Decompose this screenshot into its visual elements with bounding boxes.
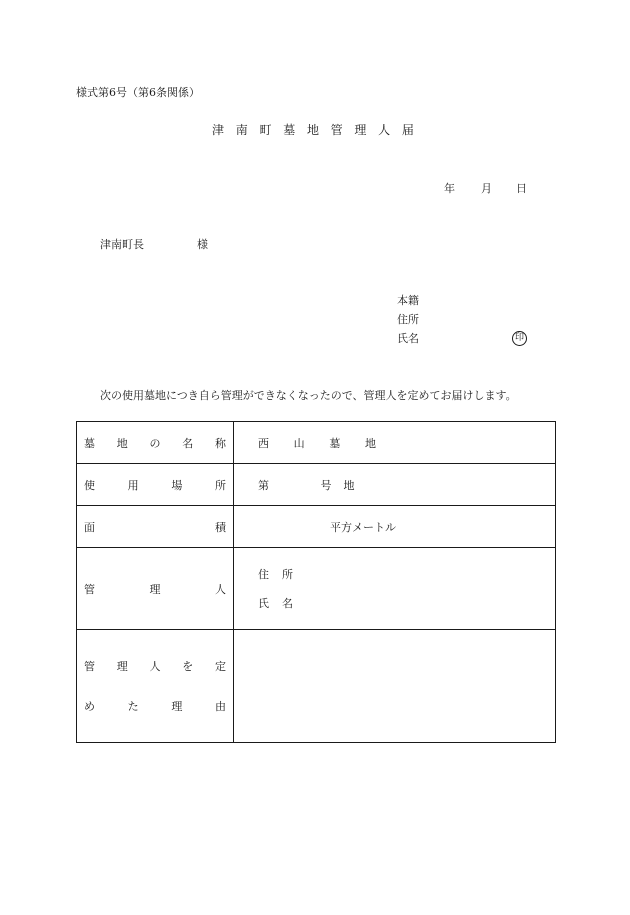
title-char: 地 — [306, 123, 319, 137]
cemetery-name-label — [84, 435, 226, 451]
title-char: 町 — [259, 123, 272, 137]
title-char: 届 — [401, 123, 414, 137]
label-cell — [77, 422, 234, 464]
label-char: 人 — [215, 582, 226, 596]
plot-suffix — [321, 477, 355, 493]
value-char: 西 — [258, 436, 269, 450]
label-char: 人 — [149, 660, 161, 673]
label-char: 所 — [214, 478, 226, 492]
label-char: 面 — [84, 520, 95, 534]
date-day-label: 日 — [516, 182, 527, 195]
table-row-area — [77, 506, 556, 548]
cemetery-name-value — [258, 435, 376, 451]
value-cell — [234, 422, 556, 464]
value-char: 墓 — [329, 436, 341, 450]
manager-name-label — [258, 595, 293, 611]
title-char: 理 — [354, 123, 367, 137]
label-char: 称 — [215, 436, 226, 450]
manager-address-label — [258, 566, 293, 582]
usage-place-label — [84, 477, 226, 493]
title-char: 管 — [330, 123, 343, 137]
table-row-manager — [77, 548, 556, 630]
label-cell — [77, 506, 234, 548]
label-char: 場 — [171, 478, 183, 492]
label-cell — [77, 464, 234, 506]
value-char: 地 — [364, 436, 376, 450]
title-char: 津 — [212, 123, 225, 137]
value-char: 名 — [282, 597, 293, 610]
title-char: 人 — [378, 123, 391, 137]
title-char: 墓 — [283, 123, 296, 137]
notification-table — [76, 421, 556, 743]
label-cell — [77, 548, 234, 630]
reason-label-line1 — [84, 658, 226, 674]
date-year-label: 年 — [444, 182, 455, 195]
label-char: 理 — [171, 700, 183, 713]
seal-mark — [512, 330, 527, 346]
addressee-name: 津南町長 — [100, 238, 144, 251]
reason-value-cell[interactable] — [234, 630, 556, 743]
label-char: 使 — [84, 478, 95, 492]
label-char: 用 — [127, 478, 139, 492]
date-month-label: 月 — [481, 182, 492, 195]
form-title — [212, 121, 414, 138]
area-unit: 平方メートル — [330, 520, 396, 534]
value-cell — [234, 506, 556, 548]
label-char: 積 — [215, 520, 226, 534]
label-char: 名 — [182, 436, 194, 450]
value-char: 山 — [293, 436, 305, 450]
honseki-label: 本籍 — [397, 294, 419, 307]
label-char: 定 — [215, 660, 226, 673]
manager-label — [84, 581, 226, 597]
value-cell — [234, 548, 556, 630]
label-char: 由 — [214, 700, 226, 713]
label-char: 管 — [84, 582, 95, 596]
addressee-honorific: 様 — [197, 238, 208, 251]
label-char: 地 — [116, 436, 128, 450]
value-char: 所 — [282, 568, 293, 581]
label-char: 理 — [116, 660, 128, 673]
applicant-address-label: 住所 — [397, 313, 419, 326]
value-char: 住 — [258, 568, 269, 581]
value-char: 氏 — [258, 597, 269, 610]
statement-text: 次の使用墓地につき自ら管理ができなくなったので、管理人を定めてお届けします。 — [100, 389, 517, 402]
table-row-cemetery-name — [77, 422, 556, 464]
value-char: 地 — [343, 478, 355, 492]
area-label — [84, 519, 226, 535]
reason-label-line2 — [84, 698, 226, 714]
plot-prefix: 第 — [258, 478, 269, 492]
seal-icon: 印 — [512, 331, 527, 346]
table-row-usage-place — [77, 464, 556, 506]
label-char: 墓 — [84, 436, 95, 450]
value-cell — [234, 464, 556, 506]
label-char: 管 — [84, 660, 95, 673]
value-char: 号 — [320, 478, 332, 492]
applicant-name-label: 氏名 — [397, 332, 419, 345]
label-char: の — [149, 436, 161, 450]
label-char: を — [182, 660, 194, 673]
form-number: 様式第6号（第6条関係） — [76, 86, 200, 99]
table-row-reason — [77, 630, 556, 743]
label-char: め — [84, 700, 95, 713]
label-char: 理 — [149, 582, 161, 596]
title-char: 南 — [235, 123, 248, 137]
label-cell — [77, 630, 234, 743]
label-char: た — [127, 700, 139, 713]
